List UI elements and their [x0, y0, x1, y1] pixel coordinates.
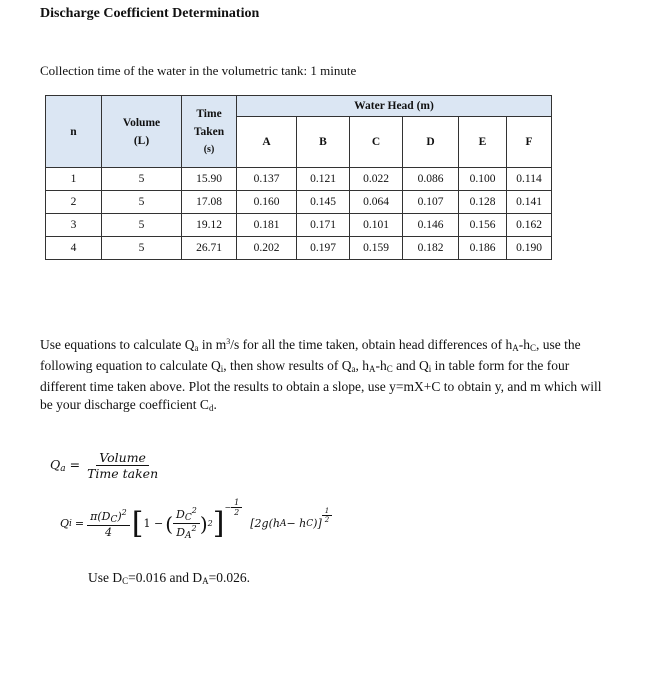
- header-col-b: B: [297, 117, 350, 168]
- cell-head-a: 0.202: [237, 237, 297, 260]
- eq2-lhs-sub: i: [69, 518, 72, 529]
- eq2-term: [2g(h: [250, 517, 280, 530]
- cell-head-b: 0.145: [297, 191, 350, 214]
- para-sub: i: [220, 364, 224, 374]
- para-sup: 3: [226, 337, 231, 346]
- eq2-power-den: 2: [234, 508, 240, 517]
- water-head-table: [45, 95, 552, 260]
- eq2-inner-num-sup: 2: [191, 506, 197, 515]
- cell-time: 17.08: [182, 191, 237, 214]
- para-text: .: [213, 397, 217, 412]
- para-sub: C: [530, 343, 537, 353]
- header-time: [182, 96, 237, 168]
- collection-time-line: Collection time of the water in the volumetric tank: 1 minute: [40, 63, 357, 78]
- cell-head-a: 0.137: [237, 168, 297, 191]
- cell-head-b: 0.121: [297, 168, 350, 191]
- eq2-num-sup: 2: [121, 508, 127, 517]
- para-sub: A: [368, 364, 376, 374]
- cell-volume: 5: [102, 214, 182, 237]
- cell-head-e: 0.186: [459, 237, 507, 260]
- eq2-term-sub-c: C: [306, 518, 314, 529]
- cell-n: 2: [46, 191, 102, 214]
- eq2-one-minus: 1 −: [143, 517, 164, 530]
- eq2-term-sub-a: A: [279, 518, 287, 529]
- cell-time: 19.12: [182, 214, 237, 237]
- constants-note: [88, 570, 250, 586]
- header-n: n: [46, 96, 102, 168]
- table-row: [46, 214, 552, 237]
- cell-head-e: 0.156: [459, 214, 507, 237]
- equation-qa: [50, 450, 161, 481]
- cell-volume: 5: [102, 237, 182, 260]
- cell-head-a: 0.160: [237, 191, 297, 214]
- table-row: [46, 191, 552, 214]
- eq2-right-paren: ): [199, 511, 208, 536]
- para-sub: A: [512, 343, 519, 353]
- para-text: Use equations to calculate Q: [40, 337, 195, 352]
- cell-head-b: 0.171: [297, 214, 350, 237]
- eq2-power-neg: −: [224, 503, 232, 512]
- eq2-num-end: ): [117, 510, 122, 523]
- eq2-term-end: )]: [313, 517, 322, 530]
- cell-n: 4: [46, 237, 102, 260]
- cell-head-f: 0.141: [507, 191, 552, 214]
- eq1-denominator: Time taken: [87, 466, 159, 481]
- header-col-e: E: [459, 117, 507, 168]
- para-text: , use the following equation to calculate Q: [40, 337, 581, 373]
- eq1-lhs: Q: [50, 457, 61, 472]
- eq2-power: [224, 498, 242, 517]
- para-text: /s for all the time taken, obtain head differences of h: [230, 337, 513, 352]
- cell-time: 26.71: [182, 237, 237, 260]
- note-text: =0.016 and D: [128, 570, 203, 585]
- note-sub: C: [122, 576, 129, 586]
- para-sub: i: [428, 364, 432, 374]
- eq2-term-power: [322, 507, 332, 524]
- para-text: and Q: [392, 358, 429, 373]
- cell-head-e: 0.100: [459, 168, 507, 191]
- cell-head-c: 0.064: [350, 191, 403, 214]
- note-text: =0.026.: [208, 570, 250, 585]
- para-text: in m: [198, 337, 227, 352]
- cell-head-f: 0.114: [507, 168, 552, 191]
- table-row: [46, 237, 552, 260]
- eq1-fraction: [84, 450, 161, 481]
- cell-head-d: 0.086: [403, 168, 459, 191]
- header-volume-label: Volume: [122, 116, 161, 129]
- cell-head-c: 0.101: [350, 214, 403, 237]
- header-col-c: C: [350, 117, 403, 168]
- header-time-label-2: Taken: [193, 126, 225, 138]
- cell-head-e: 0.128: [459, 191, 507, 214]
- eq2-left-bracket: [: [131, 506, 144, 541]
- header-time-label: Time: [196, 108, 222, 120]
- header-volume-unit: (L): [133, 134, 150, 147]
- eq2-inner-sup: 2: [207, 519, 213, 528]
- cell-volume: 5: [102, 168, 182, 191]
- instructions-paragraph: [40, 333, 612, 417]
- cell-head-c: 0.159: [350, 237, 403, 260]
- eq1-equals: =: [69, 457, 81, 472]
- cell-n: 1: [46, 168, 102, 191]
- eq2-power-fraction: [231, 498, 242, 517]
- eq2-num-sub: C: [110, 515, 118, 525]
- cell-head-d: 0.146: [403, 214, 459, 237]
- para-text: -h: [518, 337, 530, 352]
- para-sub: d: [208, 403, 214, 413]
- cell-time: 15.90: [182, 168, 237, 191]
- cell-head-f: 0.190: [507, 237, 552, 260]
- eq2-term-pow-den: 2: [324, 516, 330, 524]
- eq2-lhs: Q: [60, 517, 70, 530]
- eq2-inner-num: [173, 506, 200, 524]
- eq2-denominator: 4: [104, 526, 112, 539]
- eq2-inner-den: [173, 524, 199, 541]
- table-row: [46, 168, 552, 191]
- equation-qi: [60, 498, 332, 541]
- eq2-inner-num-sub: C: [184, 513, 192, 523]
- eq1-numerator: Volume: [96, 450, 149, 466]
- eq2-left-paren: (: [165, 511, 174, 536]
- para-text: , h: [355, 358, 369, 373]
- header-time-unit: (s): [203, 144, 215, 155]
- cell-head-b: 0.197: [297, 237, 350, 260]
- eq2-fraction: [87, 508, 130, 539]
- para-text: in table form for the four different time taken above. Plot the results to obtain a slope, use y=mX+C to obtain y, and m which will be your discharge coefficient C: [40, 358, 602, 412]
- eq2-numerator: [87, 508, 130, 526]
- eq2-power-num: 1: [231, 498, 242, 508]
- cell-head-d: 0.107: [403, 191, 459, 214]
- para-sub: C: [386, 364, 393, 374]
- eq2-right-bracket: ]: [212, 506, 225, 541]
- eq2-inner-den-sub: A: [185, 531, 192, 541]
- header-col-f: F: [507, 117, 552, 168]
- para-sub: a: [351, 364, 356, 374]
- cell-head-c: 0.022: [350, 168, 403, 191]
- eq2-inner-den-text: D: [176, 526, 186, 539]
- eq2-inner-fraction: [173, 506, 200, 541]
- eq2-inner-den-sup: 2: [191, 524, 197, 533]
- eq2-term-pow-num: 1: [322, 507, 332, 516]
- eq2-num-text: π(D: [90, 510, 111, 523]
- header-col-d: D: [403, 117, 459, 168]
- header-volume: [102, 96, 182, 168]
- eq1-lhs-sub: a: [60, 464, 66, 474]
- para-text: , then show results of Q: [223, 358, 352, 373]
- cell-volume: 5: [102, 191, 182, 214]
- cell-n: 3: [46, 214, 102, 237]
- header-water-head: Water Head (m): [237, 96, 552, 117]
- document-title: Discharge Coefficient Determination: [40, 6, 260, 21]
- cell-head-a: 0.181: [237, 214, 297, 237]
- para-text: -h: [375, 358, 387, 373]
- eq2-equals: =: [74, 517, 85, 530]
- eq2-term-mid: − h: [286, 517, 307, 530]
- note-sub: A: [202, 576, 209, 586]
- header-col-a: A: [237, 117, 297, 168]
- cell-head-f: 0.162: [507, 214, 552, 237]
- para-sub: a: [194, 343, 199, 353]
- note-text: Use D: [88, 570, 123, 585]
- eq2-inner-num-text: D: [176, 508, 185, 521]
- cell-head-d: 0.182: [403, 237, 459, 260]
